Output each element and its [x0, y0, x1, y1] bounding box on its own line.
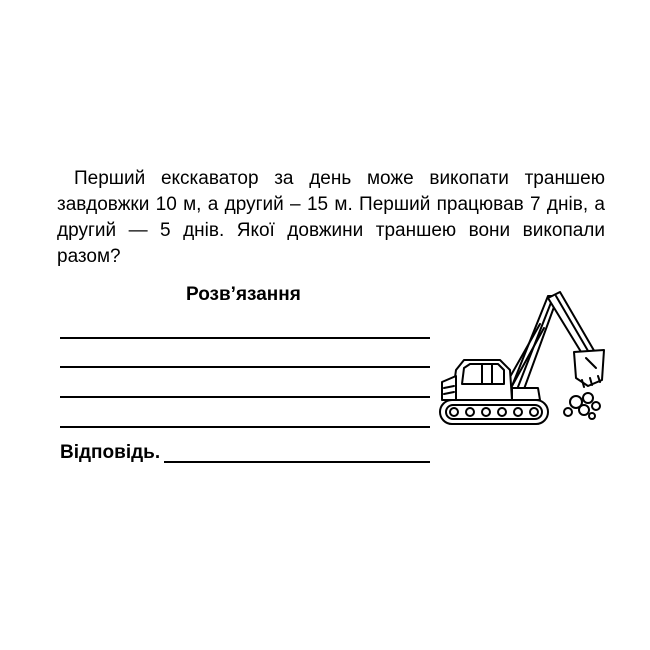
answer-label: Відповідь. — [60, 442, 161, 463]
answer-line[interactable] — [164, 461, 430, 463]
solution-heading: Розв’язання — [186, 284, 301, 305]
solution-line-4[interactable] — [60, 426, 430, 428]
solution-line-1[interactable] — [60, 337, 430, 339]
solution-line-3[interactable] — [60, 396, 430, 398]
solution-line-2[interactable] — [60, 366, 430, 368]
problem-text: Перший екскаватор за день може викопати траншею завдовжки 10 м, а другий – 15 м. Перший працював 7 днів, а другий — 5 днів. Якої довжини траншею вони викопали разом? — [57, 168, 605, 267]
excavator-icon — [436, 288, 606, 438]
